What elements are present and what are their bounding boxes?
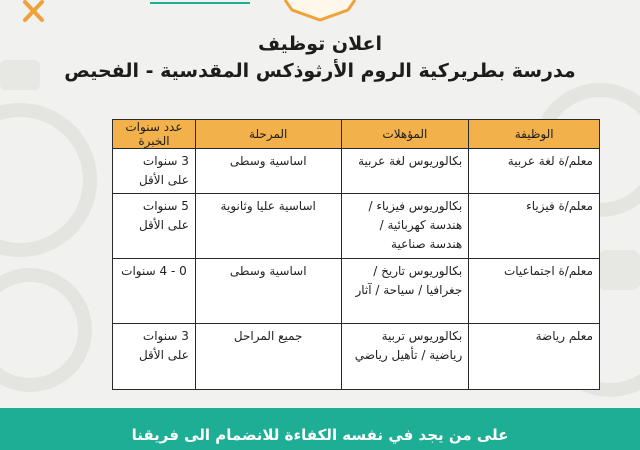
stage-cell: اساسية وسطى	[195, 149, 341, 194]
header-job: الوظيفة	[469, 120, 600, 149]
table-row	[113, 259, 600, 324]
job-cell: معلم/ة اجتماعيات	[469, 259, 600, 324]
table-row	[113, 149, 600, 194]
qualifications-cell: بكالوريوس فيزياء / هندسة كهربائية / هندسة صناعية	[341, 194, 469, 259]
jobs-table	[112, 119, 600, 390]
logo-shield-icon	[285, 0, 355, 20]
stage-cell: اساسية عليا وثانوية	[195, 194, 341, 259]
job-cell: معلم/ة فيزياء	[469, 194, 600, 259]
stage-cell: اساسية وسطى	[195, 259, 341, 324]
footer-text: على من يجد في نفسه الكفاءة للانضمام الى فريقنا	[131, 426, 509, 444]
table-header-row	[113, 120, 600, 149]
job-cell: معلم رياضة	[469, 324, 600, 390]
table-row	[113, 324, 600, 390]
qualifications-cell: بكالوريوس لغة عربية	[341, 149, 469, 194]
header-experience: عدد سنوات الخبرة	[113, 120, 196, 149]
job-cell: معلم/ة لغة عربية	[469, 149, 600, 194]
corner-cross-icon	[25, 2, 42, 20]
qualifications-cell: بكالوريوس تربية رياضية / تأهيل رياضي	[341, 324, 469, 390]
qualifications-cell: بكالوريوس تاريخ / جغرافيا / سياحة / آثار	[341, 259, 469, 324]
header-stage: المرحلة	[195, 120, 341, 149]
experience-cell: 5 سنوات على الأقل	[113, 194, 196, 259]
stage-cell: جميع المراحل	[195, 324, 341, 390]
table-row	[113, 194, 600, 259]
experience-cell: 0 - 4 سنوات	[113, 259, 196, 324]
school-name: مدرسة بطريركية الروم الأرثوذكس المقدسية - الفحيص	[64, 60, 576, 82]
experience-cell: 3 سنوات على الأقل	[113, 324, 196, 390]
header-qualifications: المؤهلات	[341, 120, 469, 149]
announcement-title: اعلان توظيف	[257, 33, 383, 55]
experience-cell: 3 سنوات على الأقل	[113, 149, 196, 194]
